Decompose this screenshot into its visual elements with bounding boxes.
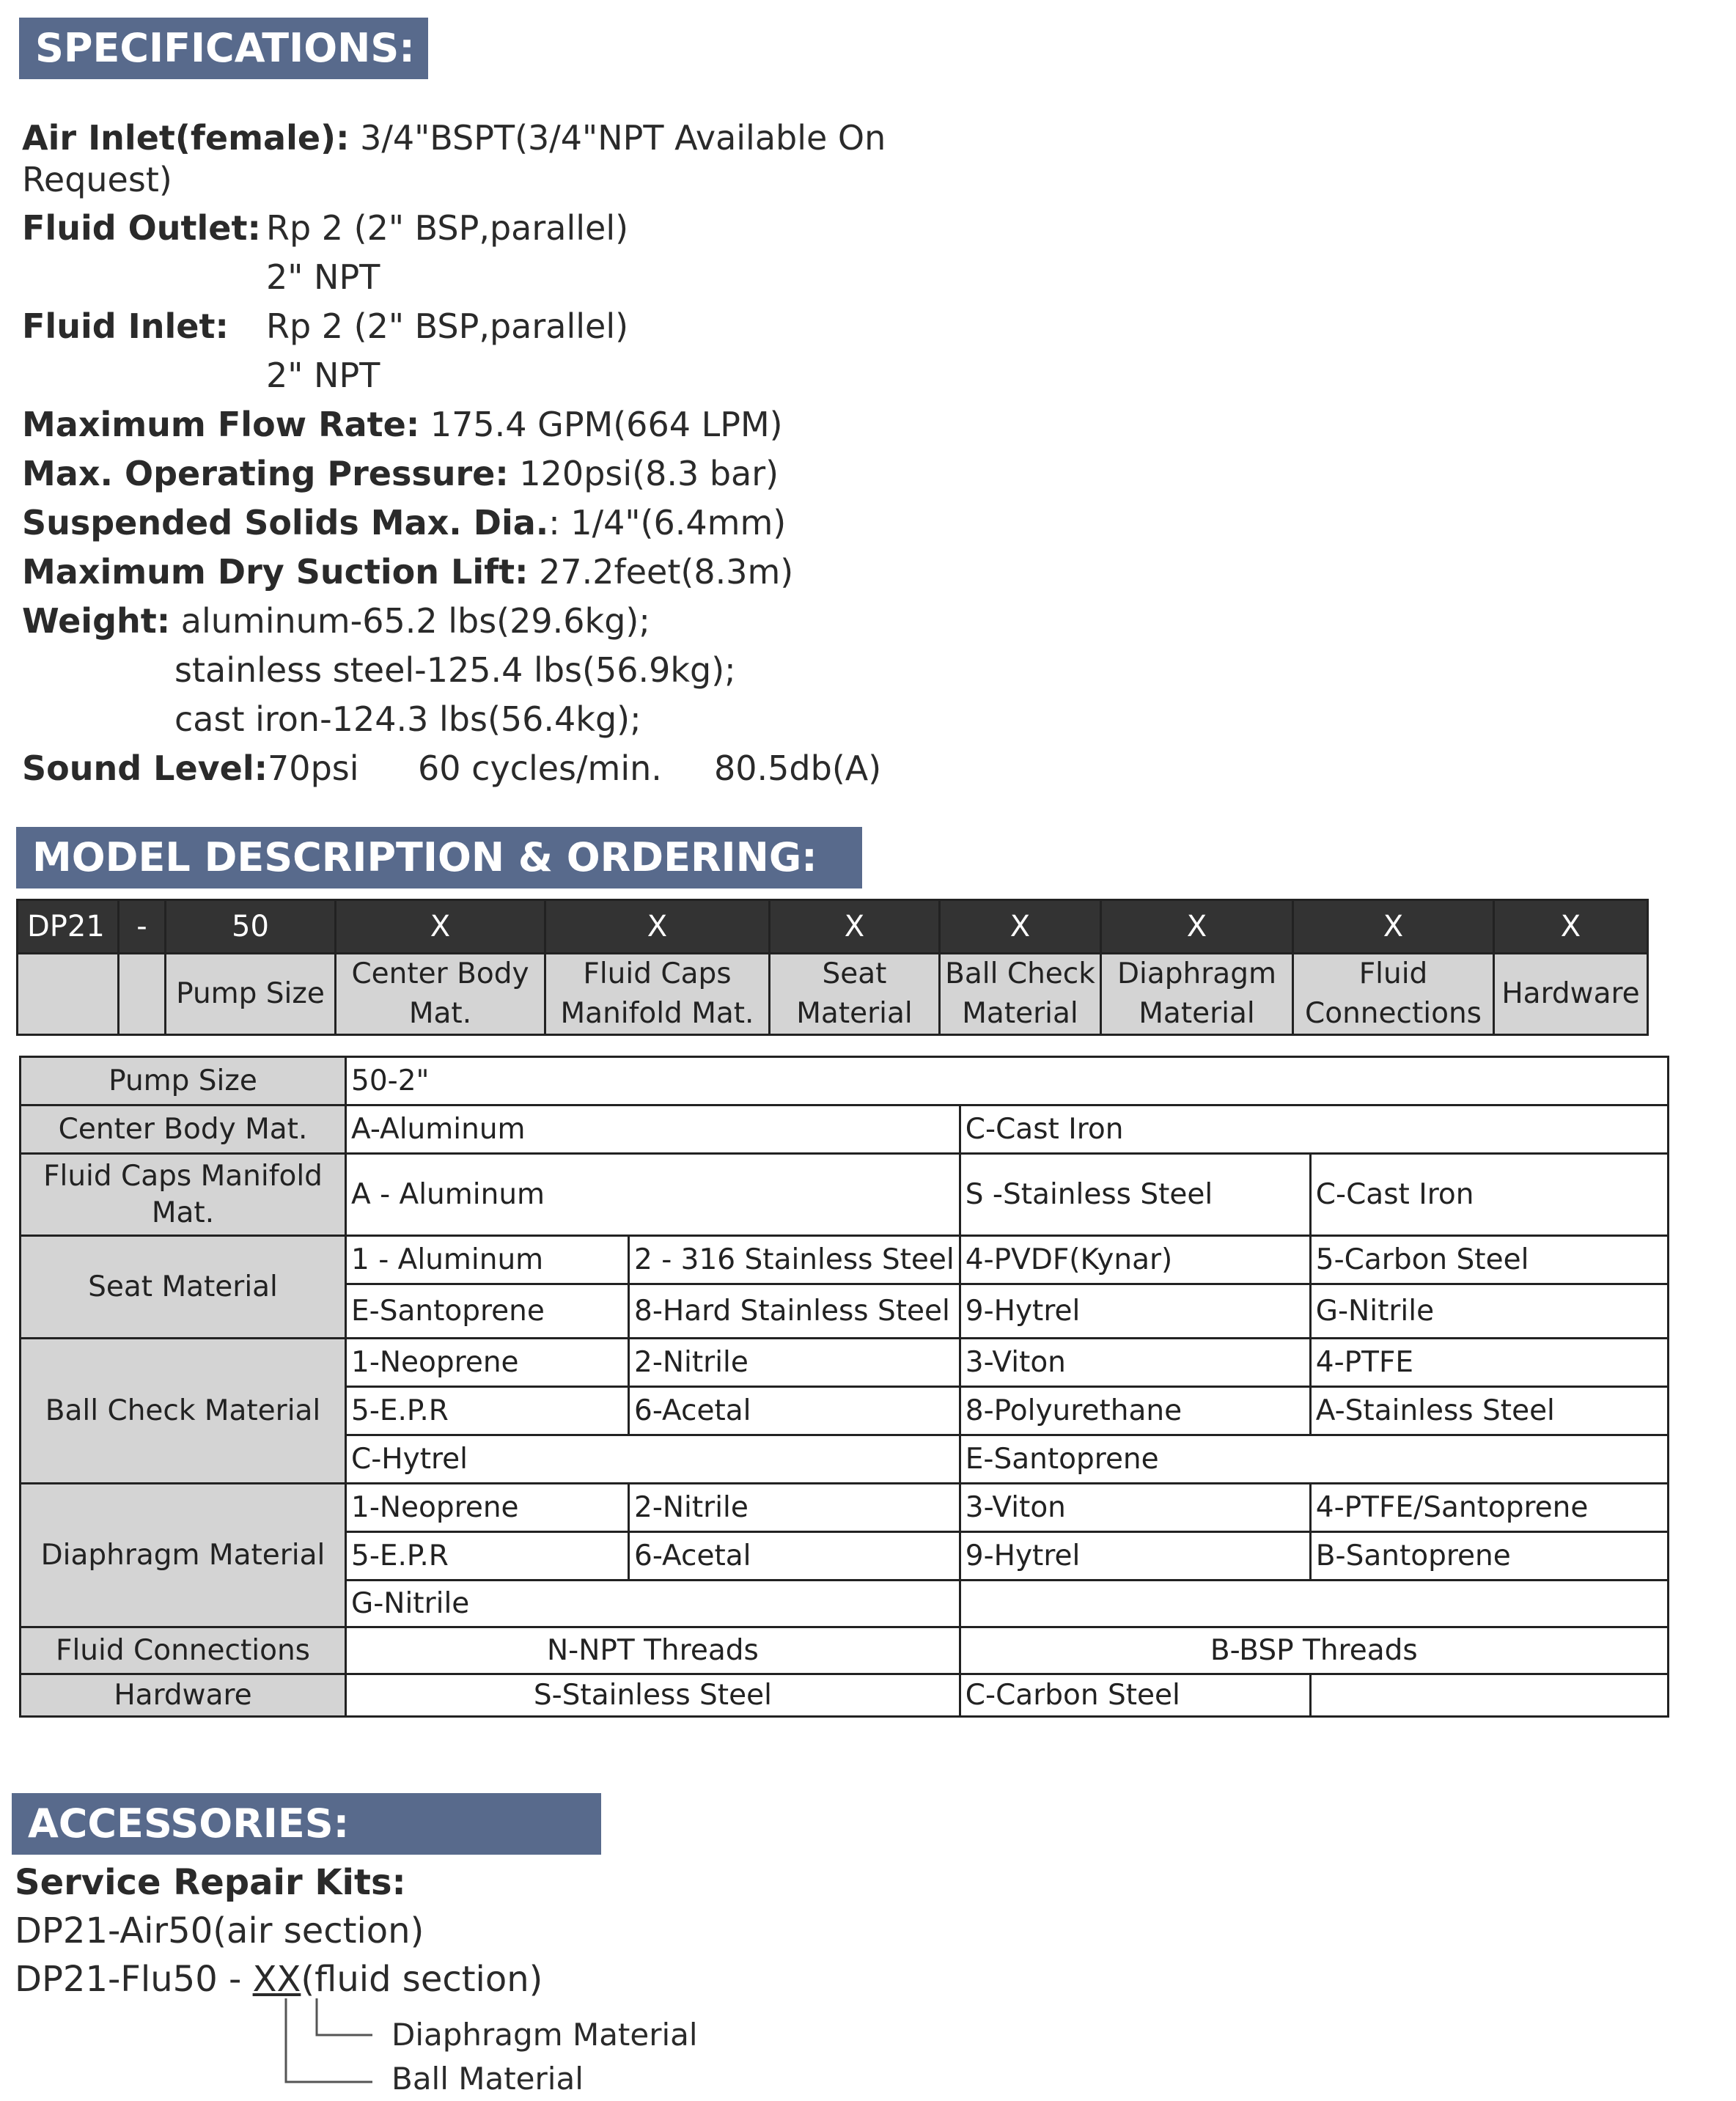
option-cell: S-Stainless Steel	[346, 1674, 960, 1717]
spec-suction: Maximum Dry Suction Lift: 27.2feet(8.3m)	[22, 552, 794, 592]
spec-fluid-outlet-cont: 2" NPT	[266, 257, 380, 297]
option-cell: 9-Hytrel	[960, 1284, 1310, 1339]
option-label-center-body: Center Body Mat.	[21, 1105, 346, 1154]
spec-fluid-outlet-label: Fluid Outlet:	[22, 208, 261, 248]
option-cell: 6-Acetal	[629, 1532, 960, 1581]
label-fluid-connections: Fluid Connections	[1293, 954, 1494, 1035]
code-fluid-caps: X	[545, 900, 770, 954]
option-cell: 8-Hard Stainless Steel	[629, 1284, 960, 1339]
option-cell: 8-Polyurethane	[960, 1387, 1310, 1435]
fluid-section-code: XX	[252, 1959, 301, 2000]
option-label-fluid-caps: Fluid Caps Manifold Mat.	[21, 1154, 346, 1236]
option-cell: 4-PTFE/Santoprene	[1310, 1484, 1668, 1532]
option-cell: 5-E.P.R	[346, 1532, 629, 1581]
option-cell: 1 - Aluminum	[346, 1236, 629, 1284]
option-cell: A - Aluminum	[346, 1154, 960, 1236]
ball-callout-line	[286, 1998, 372, 2082]
label-ball-check: Ball Check Material	[940, 954, 1101, 1035]
specifications-header: SPECIFICATIONS:	[19, 18, 428, 79]
spec-weight-stainless: stainless steel-125.4 lbs(56.9kg);	[174, 650, 736, 690]
code-seat: X	[770, 900, 940, 954]
code-diaphragm: X	[1101, 900, 1293, 954]
option-cell: 4-PVDF(Kynar)	[960, 1236, 1310, 1284]
option-cell: 2-Nitrile	[629, 1339, 960, 1387]
ball-material-note: Ball Material	[391, 2061, 584, 2097]
label-seat: Seat Material	[770, 954, 940, 1035]
option-label-fluid-connections: Fluid Connections	[21, 1627, 346, 1674]
option-cell: N-NPT Threads	[346, 1627, 960, 1674]
option-cell: 50-2"	[346, 1057, 1669, 1105]
option-cell: B-Santoprene	[1310, 1532, 1668, 1581]
option-label-seat: Seat Material	[21, 1236, 346, 1339]
option-label-pump-size: Pump Size	[21, 1057, 346, 1105]
option-cell: 1-Neoprene	[346, 1484, 629, 1532]
label-hardware: Hardware	[1494, 954, 1648, 1035]
accessories-header: ACCESSORIES:	[12, 1793, 601, 1855]
code-series: DP21	[18, 900, 119, 954]
code-hardware: X	[1494, 900, 1648, 954]
option-cell: C-Cast Iron	[1310, 1154, 1668, 1236]
code-dash: -	[119, 900, 166, 954]
option-cell: C-Hytrel	[346, 1435, 960, 1484]
option-cell: E-Santoprene	[960, 1435, 1668, 1484]
spec-fluid-outlet-value: Rp 2 (2" BSP,parallel)	[266, 208, 629, 248]
spec-fluid-inlet-value: Rp 2 (2" BSP,parallel)	[266, 306, 629, 346]
option-label-hardware: Hardware	[21, 1674, 346, 1717]
spec-sound-db: 80.5db(A)	[714, 748, 882, 788]
spec-weight: Weight: aluminum-65.2 lbs(29.6kg);	[22, 601, 650, 641]
spec-fluid-inlet-label: Fluid Inlet:	[22, 306, 229, 346]
diaphragm-material-note: Diaphragm Material	[391, 2017, 698, 2053]
label-diaphragm: Diaphragm Material	[1101, 954, 1293, 1035]
code-center-body: X	[336, 900, 545, 954]
code-fluid-connections: X	[1293, 900, 1494, 954]
air-section-kit: DP21-Air50(air section)	[15, 1910, 424, 1951]
option-cell: 3-Viton	[960, 1339, 1310, 1387]
option-cell: C-Carbon Steel	[960, 1674, 1310, 1717]
spec-max-pressure: Max. Operating Pressure: 120psi(8.3 bar)	[22, 454, 779, 493]
option-cell: 3-Viton	[960, 1484, 1310, 1532]
code-ball-check: X	[940, 900, 1101, 954]
label-fluid-caps: Fluid Caps Manifold Mat.	[545, 954, 770, 1035]
option-cell: G-Nitrile	[346, 1581, 960, 1627]
spec-solids: Suspended Solids Max. Dia.: 1/4"(6.4mm)	[22, 503, 787, 542]
spec-sound-cycles: 60 cycles/min.	[418, 748, 662, 788]
option-cell: 4-PTFE	[1310, 1339, 1668, 1387]
option-cell: 6-Acetal	[629, 1387, 960, 1435]
service-repair-kits-title: Service Repair Kits:	[15, 1862, 406, 1903]
spec-weight-cast-iron: cast iron-124.3 lbs(56.4kg);	[174, 699, 641, 739]
option-cell: 2-Nitrile	[629, 1484, 960, 1532]
option-cell: 5-E.P.R	[346, 1387, 629, 1435]
option-cell: 2 - 316 Stainless Steel	[629, 1236, 960, 1284]
spec-air-inlet: Air Inlet(female): 3/4"BSPT(3/4"NPT Available On	[22, 118, 886, 158]
option-cell: C-Cast Iron	[960, 1105, 1668, 1154]
spec-max-flow: Maximum Flow Rate: 175.4 GPM(664 LPM)	[22, 405, 783, 444]
spec-air-inlet-cont: Request)	[22, 160, 172, 199]
option-cell: E-Santoprene	[346, 1284, 629, 1339]
option-cell: 1-Neoprene	[346, 1339, 629, 1387]
option-cell: G-Nitrile	[1310, 1284, 1668, 1339]
option-label-diaphragm: Diaphragm Material	[21, 1484, 346, 1627]
spec-sound: Sound Level:70psi	[22, 748, 359, 788]
fluid-section-kit: DP21-Flu50 - XX(fluid section)	[15, 1959, 543, 2000]
code-pump-size: 50	[166, 900, 336, 954]
spec-fluid-inlet-cont: 2" NPT	[266, 356, 380, 395]
option-label-ball-check: Ball Check Material	[21, 1339, 346, 1484]
option-cell: 9-Hytrel	[960, 1532, 1310, 1581]
option-cell: A-Stainless Steel	[1310, 1387, 1668, 1435]
diaphragm-callout-line	[317, 1998, 372, 2035]
option-cell: B-BSP Threads	[960, 1627, 1668, 1674]
option-cell: 5-Carbon Steel	[1310, 1236, 1668, 1284]
option-cell: A-Aluminum	[346, 1105, 960, 1154]
label-center-body: Center Body Mat.	[336, 954, 545, 1035]
label-pump-size: Pump Size	[166, 954, 336, 1035]
model-description-header: MODEL DESCRIPTION & ORDERING:	[16, 827, 862, 888]
option-cell: S -Stainless Steel	[960, 1154, 1310, 1236]
